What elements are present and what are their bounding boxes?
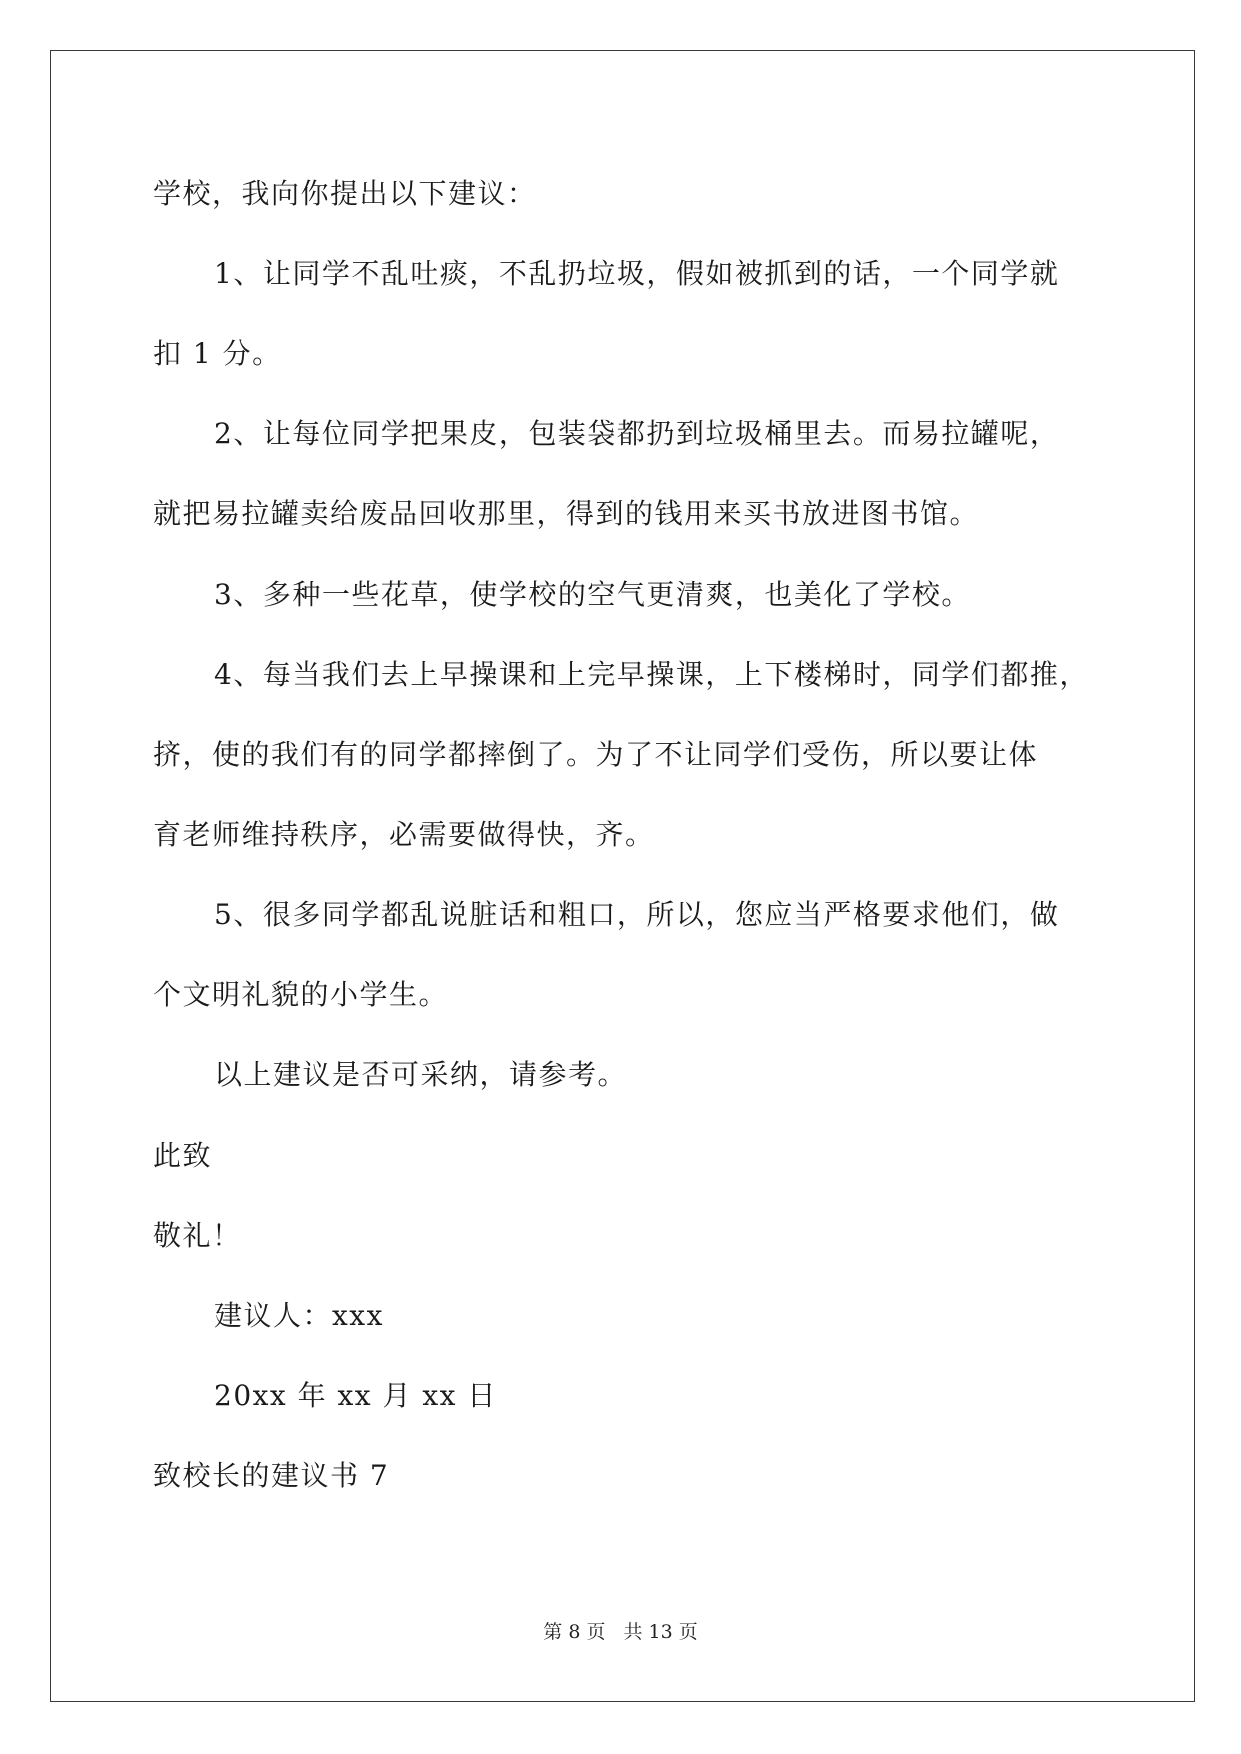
suggestion-3-line: 3、多种一些花草，使学校的空气更清爽，也美化了学校。	[214, 578, 971, 611]
paragraph-line: 学校，我向你提出以下建议：	[153, 177, 537, 210]
page-total: 共 13 页	[623, 1621, 698, 1643]
page-frame	[50, 50, 1195, 1702]
salutation-line: 此致	[153, 1139, 213, 1172]
section-heading: 致校长的建议书 7	[153, 1459, 390, 1492]
closing-line: 以上建议是否可采纳，请参考。	[214, 1058, 628, 1091]
suggestion-4-line: 挤，使的我们有的同学都摔倒了。为了不让同学们受伤，所以要让体	[153, 738, 1039, 771]
suggestion-4-line: 4、每当我们去上早操课和上完早操课，上下楼梯时，同学们都推，	[214, 658, 1089, 691]
salutation-line: 敬礼！	[153, 1219, 242, 1252]
date-line: 20xx 年 xx 月 xx 日	[214, 1379, 497, 1412]
page-number: 第 8 页	[543, 1621, 606, 1643]
suggestion-2-line: 2、让每位同学把果皮，包装袋都扔到垃圾桶里去。而易拉罐呢，	[214, 417, 1060, 450]
suggestion-5-line: 5、很多同学都乱说脏话和粗口，所以，您应当严格要求他们，做	[214, 898, 1060, 931]
suggestion-4-line: 育老师维持秩序，必需要做得快，齐。	[153, 818, 655, 851]
suggestion-1-line: 1、让同学不乱吐痰，不乱扔垃圾，假如被抓到的话，一个同学就	[214, 257, 1060, 290]
suggestion-5-line: 个文明礼貌的小学生。	[153, 978, 449, 1011]
page-footer	[0, 1620, 1241, 1644]
signature-line: 建议人：xxx	[214, 1299, 384, 1332]
suggestion-2-line: 就把易拉罐卖给废品回收那里，得到的钱用来买书放进图书馆。	[153, 497, 980, 530]
suggestion-1-line: 扣 1 分。	[153, 337, 282, 370]
